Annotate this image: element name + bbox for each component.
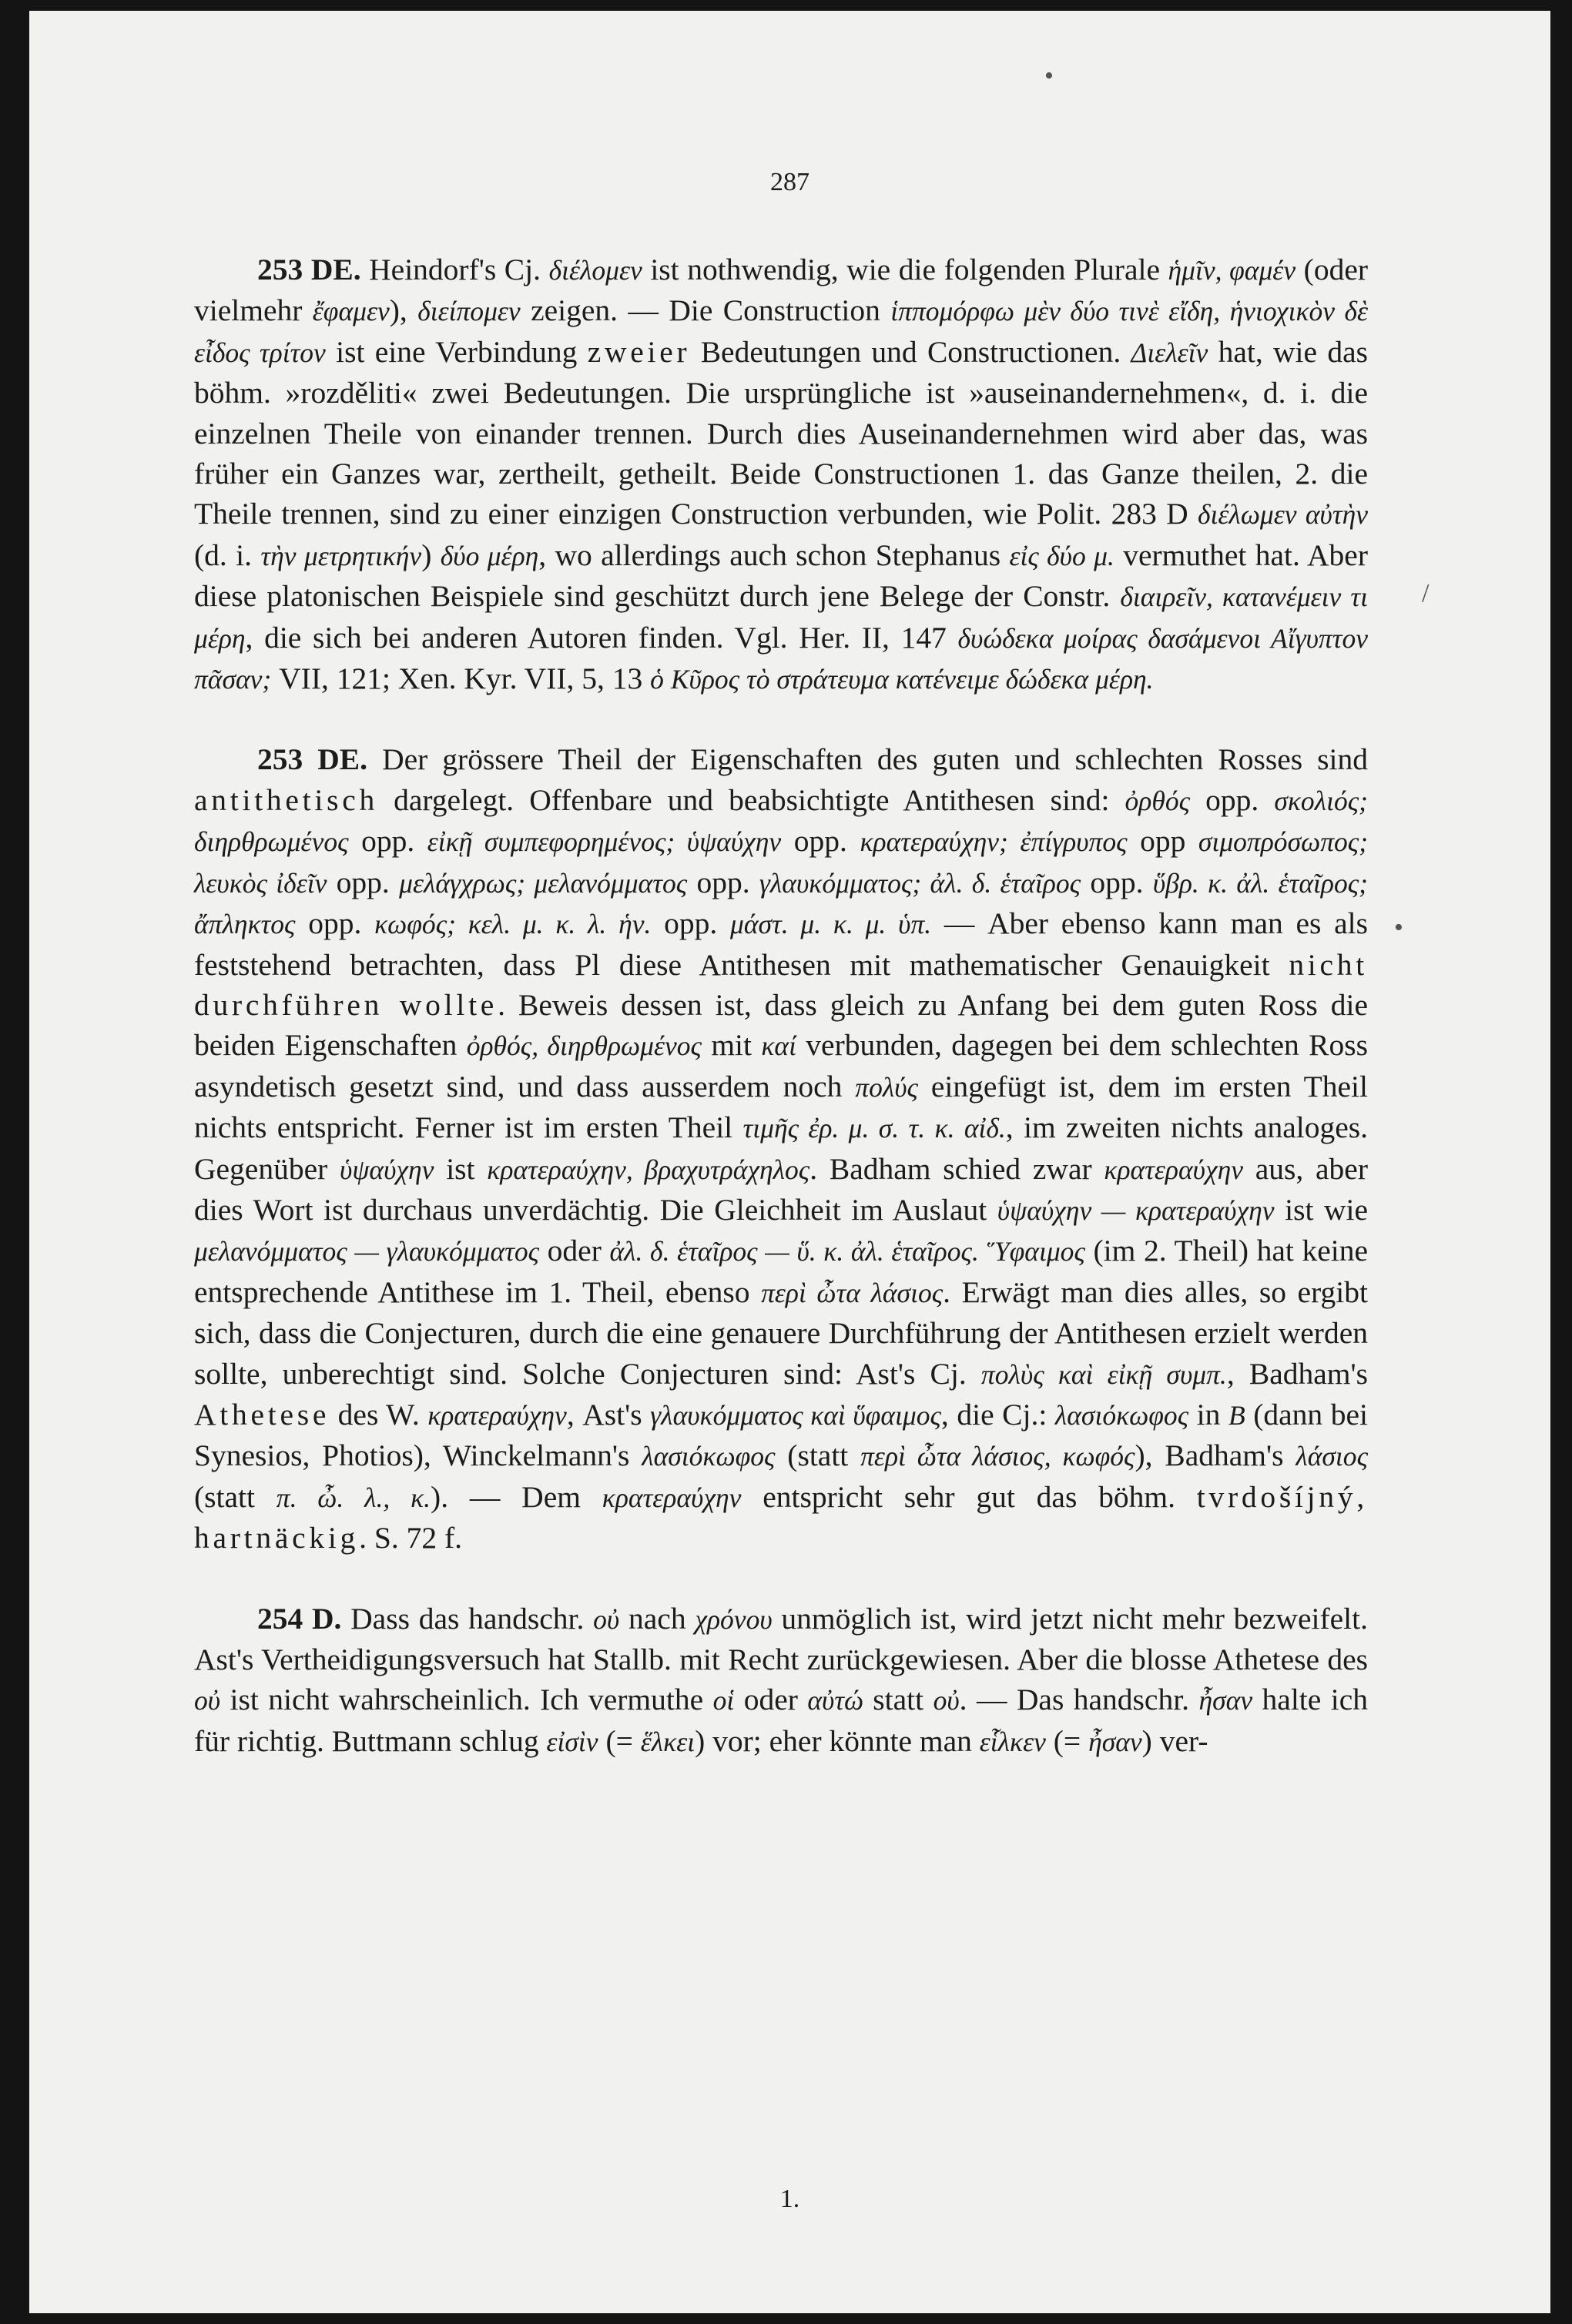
text-run: eingefügt ist, dem im ersten Theil nichts entspricht. Ferner ist im ersten Theil — [194, 1069, 1368, 1145]
text-run: Der grössere Theil der Eigenschaften des guten und schlechten Rosses sind — [367, 742, 1368, 777]
greek-text: ἕλκει — [640, 1726, 696, 1757]
greek-text: τιμῆς ἐρ. μ. σ. τ. κ. αἰδ. — [742, 1113, 1006, 1144]
text-run: Dass das handschr. — [341, 1601, 594, 1636]
greek-text: ἡμῖν, φαμέν — [1168, 255, 1296, 286]
text-run: opp. — [1190, 782, 1275, 817]
greek-text: τὴν μετρητικήν — [260, 540, 422, 571]
greek-text: B — [1228, 1399, 1245, 1431]
greek-text: γλαυκόμματος καὶ ὕφαιμος — [650, 1399, 941, 1431]
spaced-emphasis: antithetisch — [194, 782, 378, 817]
page — [29, 11, 1550, 2313]
greek-text: ὑψαύχην — [340, 1154, 434, 1185]
text-run: opp. — [295, 906, 375, 941]
text-run: (oder vielmehr — [194, 253, 1368, 328]
text-run: aus, aber dies Wort ist durchaus unverdächtig. Die Gleichheit im Auslaut — [194, 1151, 1368, 1227]
text-run: opp. — [651, 906, 730, 941]
text-run: opp — [1127, 824, 1198, 859]
text-run: ist eine Verbindung — [325, 334, 588, 369]
greek-text: κρατεραύχην, βραχυτράχηλος — [487, 1154, 810, 1185]
greek-text: μελανόμματος — γλαυκόμματος — [194, 1236, 540, 1267]
greek-text: διέλομεν — [548, 255, 642, 286]
text-run: opp. — [781, 824, 860, 859]
text-run: . Badham schied zwar — [809, 1151, 1104, 1186]
text-run: ), — [389, 293, 418, 328]
text-run: . S. 72 f. — [359, 1521, 462, 1555]
greek-text: ἦσαν — [1088, 1726, 1142, 1757]
margin-dot-middle: • — [1394, 913, 1403, 942]
greek-text: εἰσὶν — [546, 1726, 598, 1757]
text-run: (= — [1045, 1723, 1089, 1758]
paragraph-254d — [194, 1599, 1368, 1763]
text-run: oder — [734, 1683, 808, 1717]
text-run: (dann bei Synesios, Photios), Winckelmann's — [194, 1397, 1368, 1473]
greek-text: κρατεραύχην; ἐπίγρυπος — [860, 826, 1128, 858]
greek-text: ὁ Κῦρος τὸ στράτευμα κατένειμε δώδεκα μέρη. — [650, 664, 1154, 695]
text-run: opp. — [687, 865, 759, 899]
paragraph-253de-first — [194, 249, 1368, 699]
text-run: , Badham's — [1226, 1356, 1369, 1391]
text-run: ), Badham's — [1135, 1438, 1296, 1473]
text-run: — Aber ebenso kann man es als feststehend betrachten, dass Pl diese Antithesen mit mathematischer Genauigkeit — [194, 906, 1369, 982]
greek-text: π. ὦ. λ., κ. — [276, 1482, 431, 1513]
greek-text: ὕβρ. κ. ἀλ. ἑταῖρος; ἄπληκτος — [194, 867, 1368, 940]
text-run: zeigen. — Die Construction — [520, 293, 891, 328]
greek-text: διέλωμεν αὐτὴν — [1198, 499, 1368, 531]
greek-text: οἱ — [712, 1685, 735, 1716]
text-run: , wo allerdings auch schon Stephanus — [538, 537, 1010, 572]
greek-text: οὐ — [194, 1685, 221, 1716]
text-run: opp. — [348, 824, 427, 859]
text-run: , die Cj.: — [940, 1397, 1055, 1432]
text-run: ist — [434, 1151, 488, 1186]
text-run: ist nothwendig, wie die folgenden Plurale — [642, 253, 1168, 286]
greek-text: εἰκῇ συμπεφορημένος; ὑψαύχην — [427, 826, 782, 858]
text-run: unmöglich ist, wird jetzt nicht mehr bezweifelt. Ast's Vertheidigungsversuch hat Stallb. mit Recht zurückgewiesen. Aber die blosse Athetese des — [194, 1601, 1368, 1676]
text-run: . Erwägt man dies alles, so ergibt sich, dass die Conjecturen, durch die eine genauere Durchführung der Antithesen erzielt werden sollte, unberechtigt sind. Solche Conjecturen sind: Ast's Cj. — [194, 1274, 1368, 1391]
text-run: , im zweiten nichts analoges. Gegenüber — [194, 1110, 1368, 1186]
margin-dot-top: • — [1044, 62, 1054, 90]
greek-text: σιμοπρόσωπος; λευκὸς ἰδεῖν — [194, 826, 1369, 899]
section-reference: 253 DE. — [257, 742, 368, 777]
greek-text: διείπομεν — [417, 296, 521, 327]
greek-text: ὀρθός — [1125, 785, 1191, 816]
section-reference: 253 DE. — [257, 253, 361, 286]
text-run: vermuthet hat. Aber diese platonischen Beispiele sind geschützt durch jene Belege der Constr. — [194, 537, 1368, 614]
text-run: dargelegt. Offenbare und beabsichtigte Antithesen sind: — [377, 782, 1125, 817]
margin-slash: / — [1422, 579, 1430, 608]
greek-text: ἔφαμεν — [312, 296, 390, 327]
text-run: Bedeutungen und Constructionen. — [690, 334, 1131, 369]
text-run: ). — Dem — [431, 1479, 602, 1514]
greek-text: πολύς — [855, 1071, 918, 1103]
greek-text: διαιρεῖν, κατανέμειν τι μέρη — [194, 581, 1368, 654]
text-run: verbunden, dagegen bei dem schlechten Ross asyndetisch gesetzt sind, und dass ausserdem noch — [194, 1028, 1368, 1103]
text-run: , Ast's — [566, 1397, 651, 1432]
spaced-emphasis: zweier — [587, 334, 691, 369]
greek-text: ἀλ. δ. ἑταῖρος — ὕ. κ. ἀλ. ἑταῖρος. Ὕφαιμος — [609, 1236, 1085, 1267]
greek-text: πολὺς καὶ εἰκῇ συμπ. — [980, 1358, 1227, 1390]
greek-text: λάσιος — [1295, 1441, 1369, 1472]
greek-text: οὐ — [933, 1685, 960, 1716]
spaced-emphasis: nicht durchführen wollte — [194, 947, 1368, 1022]
greek-text: περὶ ὦτα λάσιος, κωφός — [860, 1441, 1135, 1472]
text-run: halte ich für richtig. Buttmann schlug — [194, 1683, 1369, 1758]
greek-text: Διελεῖν — [1131, 337, 1208, 368]
greek-text: ἦσαν — [1198, 1685, 1253, 1716]
text-run: in — [1188, 1397, 1228, 1432]
text-run: nach — [619, 1601, 696, 1636]
greek-text: κρατεραύχην — [602, 1482, 742, 1513]
text-run: statt — [863, 1683, 933, 1717]
greek-text: λασιόκωφος — [1054, 1399, 1189, 1431]
commentary-text — [194, 249, 1368, 1762]
greek-text: μελάγχρως; μελανόμματος — [399, 867, 688, 899]
text-run: . — Das handschr. — [959, 1683, 1199, 1717]
text-run: . Beweis dessen ist, dass gleich zu Anfang bei dem guten Ross die beiden Eigenschaften — [194, 987, 1369, 1063]
greek-text: ἱππομόρφω μὲν δύο τινὲ εἴδη, ἡνιοχικὸν δὲ εἶδος τρίτον — [194, 296, 1368, 368]
greek-text: εἷλκεν — [979, 1726, 1046, 1757]
text-run: (im 2. Theil) hat keine entsprechende Antithese im 1. Theil, ebenso — [194, 1234, 1369, 1309]
text-run: oder — [539, 1234, 610, 1268]
paragraph-253de-second — [194, 739, 1368, 1558]
greek-text: ὑψαύχην — κρατεραύχην — [997, 1194, 1275, 1226]
text-run: ) — [421, 537, 441, 572]
text-run: hat, wie das böhm. »rozděliti« zwei Bedeutungen. Die ursprüngliche ist »auseinandernehmen«, d. i. die einzelnen Theile von einander trennen. Durch dies Auseinandernehmen wird aber das, was früher ein Ganzes war, zertheilt, getheilt. Beide Constructionen 1. das Ganze theilen, 2. die Theile trennen, sind zu einer einzigen Construction verbunden, wie Polit. 283 D — [194, 334, 1368, 531]
spaced-emphasis: tvrdošíjný, hartnäckig — [194, 1479, 1368, 1555]
signature-mark: 1. — [779, 2185, 800, 2213]
greek-text: αὐτώ — [807, 1685, 863, 1716]
greek-text: περὶ ὦτα λάσιος — [761, 1277, 944, 1308]
greek-text: δυώδεκα μοίρας δασάμενοι Αἴγυπτον πᾶσαν; — [194, 622, 1368, 695]
page-number: 287 — [770, 168, 809, 196]
section-reference: 254 D. — [257, 1601, 342, 1636]
text-run: , die sich bei anderen Autoren finden. Vgl. Her. II, 147 — [245, 620, 958, 655]
text-run: ist nicht wahrscheinlich. Ich vermuthe — [220, 1683, 713, 1717]
text-run: entspricht sehr gut das böhm. — [741, 1479, 1197, 1514]
text-run: ist wie — [1274, 1192, 1368, 1227]
text-run: mit — [701, 1028, 762, 1063]
greek-text: χρόνου — [695, 1603, 773, 1635]
text-run: opp. — [327, 865, 400, 899]
greek-text: καί — [761, 1030, 796, 1062]
greek-text: εἰς δύο μ. — [1009, 540, 1114, 571]
text-run: Heindorf's Cj. — [360, 253, 549, 286]
text-run: (= — [598, 1723, 641, 1758]
text-run: ) ver- — [1141, 1723, 1208, 1758]
greek-text: δύο μέρη — [440, 540, 539, 571]
spaced-emphasis: Athetese — [194, 1397, 330, 1432]
text-run: (statt — [775, 1438, 861, 1473]
greek-text: διηρθρωμένος — [194, 826, 349, 858]
text-run: opp. — [1081, 865, 1153, 899]
greek-text: μάστ. μ. κ. μ. ὑπ. — [730, 909, 932, 940]
greek-text: σκολιός; — [1274, 785, 1369, 816]
greek-text: κρατεραύχην — [1104, 1154, 1243, 1185]
text-run: (d. i. — [194, 537, 261, 572]
text-run: des W. — [330, 1397, 428, 1432]
greek-text: κωφός; κελ. μ. κ. λ. ἡν. — [374, 909, 652, 940]
greek-text: λασιόκωφος — [642, 1441, 776, 1472]
greek-text: γλαυκόμματος; ἀλ. δ. ἑταῖρος — [759, 867, 1081, 899]
greek-text: οὐ — [593, 1603, 620, 1635]
greek-text: ὀρθός, διηρθρωμένος — [466, 1030, 702, 1062]
text-run: VII, 121; Xen. Kyr. VII, 5, 13 — [271, 661, 651, 696]
text-run: (statt — [194, 1479, 277, 1514]
text-run: ) vor; eher könnte man — [695, 1723, 980, 1758]
greek-text: κρατεραύχην — [427, 1399, 567, 1431]
